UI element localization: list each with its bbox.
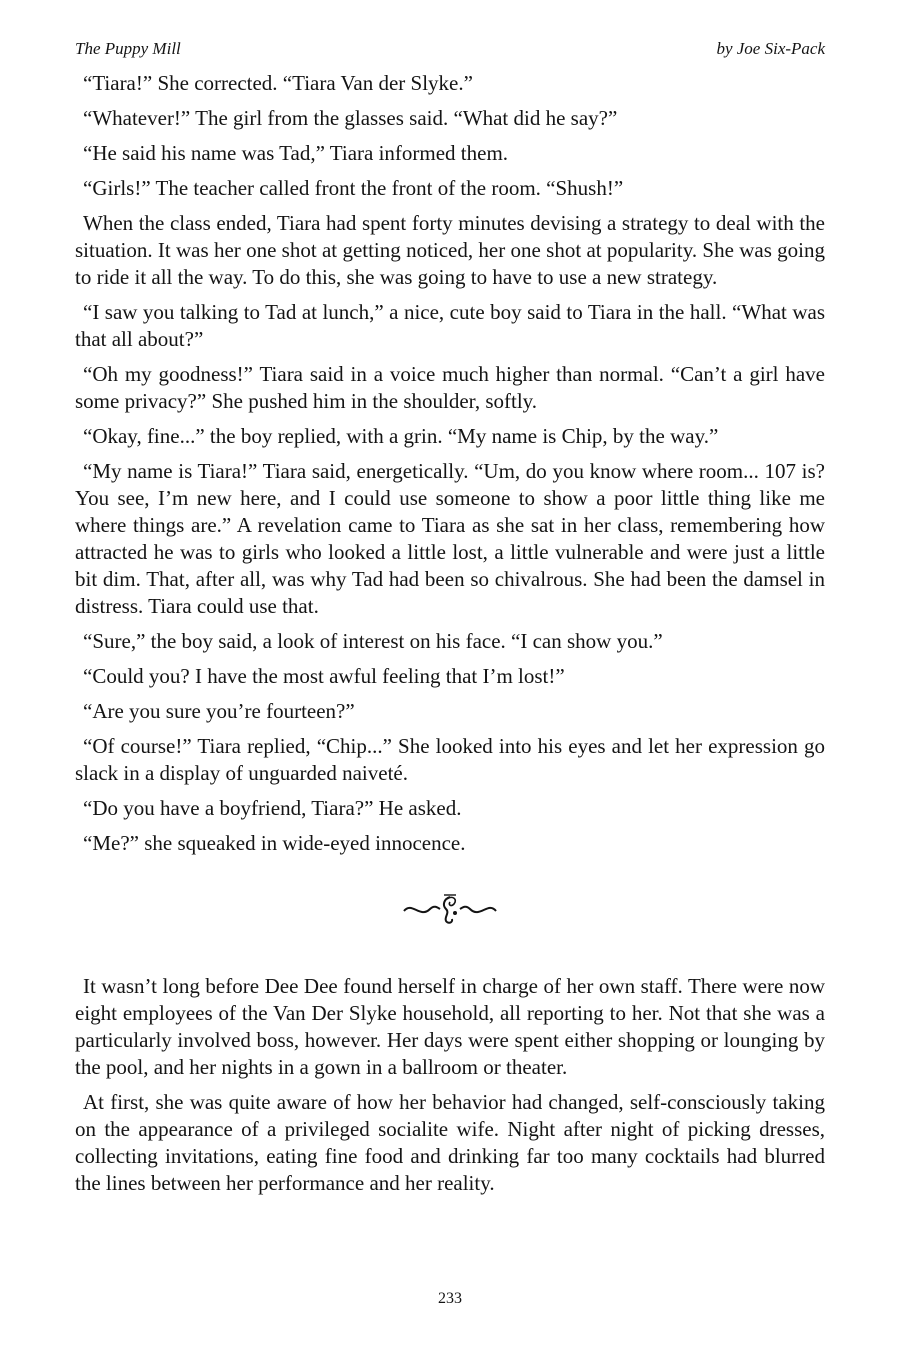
- paragraph: When the class ended, Tiara had spent forty minutes devising a strategy to deal with the situation. It was her one shot at getting noticed, her one shot at popularity. She was going to ride it all the way. To do this, she was going to have to use a new strategy.: [75, 211, 825, 289]
- paragraph: “Whatever!” The girl from the glasses said. “What did he say?”: [83, 106, 618, 130]
- paragraph: “Girls!” The teacher called front the front of the room. “Shush!”: [83, 176, 624, 200]
- paragraph: “Tiara!” She corrected. “Tiara Van der Slyke.”: [83, 71, 473, 95]
- flourish-divider-icon: [400, 891, 500, 927]
- paragraph: “Could you? I have the most awful feeling that I’m lost!”: [83, 664, 565, 688]
- paragraph: “Oh my goodness!” Tiara said in a voice much higher than normal. “Can’t a girl have some privacy?” She pushed him in the shoulder, softly.: [75, 362, 825, 413]
- paragraph: “I saw you talking to Tad at lunch,” a nice, cute boy said to Tiara in the hall. “What was that all about?”: [75, 300, 825, 351]
- running-head: [75, 37, 825, 61]
- paragraph: At first, she was quite aware of how her behavior had changed, self-consciously taking on the appearance of a privileged socialite wife. Night after night of picking dresses, collecting invitations, eating fine food and drinking far too many cocktails had blurred the lines between her performance and her reality.: [75, 1090, 825, 1195]
- paragraph: “Me?” she squeaked in wide-eyed innocence.: [83, 831, 466, 855]
- paragraph: “Okay, fine...” the boy replied, with a grin. “My name is Chip, by the way.”: [83, 424, 719, 448]
- body-text: [75, 70, 825, 1205]
- paragraph: “Of course!” Tiara replied, “Chip...” She looked into his eyes and let her expression go slack in a display of unguarded naiveté.: [75, 734, 825, 785]
- author-line: by Joe Six-Pack: [716, 39, 825, 58]
- paragraph: “My name is Tiara!” Tiara said, energetically. “Um, do you know where room... 107 is? You see, I’m new here, and I could use someone to show a poor little thing like me where things are.” A revelation came to Tiara as she sat in her class, remembering how attracted he was to girls who looked a little lost, a little vulnerable and were just a little bit dim. That, after all, was why Tad had been so chivalrous. She had been the damsel in distress. Tiara could use that.: [75, 459, 825, 618]
- page-number: 233: [438, 1290, 462, 1307]
- paragraph: “Are you sure you’re fourteen?”: [83, 699, 355, 723]
- paragraph: “He said his name was Tad,” Tiara informed them.: [83, 141, 509, 165]
- paragraph: “Do you have a boyfriend, Tiara?” He asked.: [83, 796, 462, 820]
- paragraph: It wasn’t long before Dee Dee found herself in charge of her own staff. There were now eight employees of the Van Der Slyke household, all reporting to her. Not that she was a particularly involved boss, however. Her days were spent either shopping or lounging by the pool, and her nights in a gown in a ballroom or theater.: [75, 974, 825, 1079]
- paragraph: “Sure,” the boy said, a look of interest on his face. “I can show you.”: [83, 629, 663, 653]
- book-title: The Puppy Mill: [75, 39, 181, 58]
